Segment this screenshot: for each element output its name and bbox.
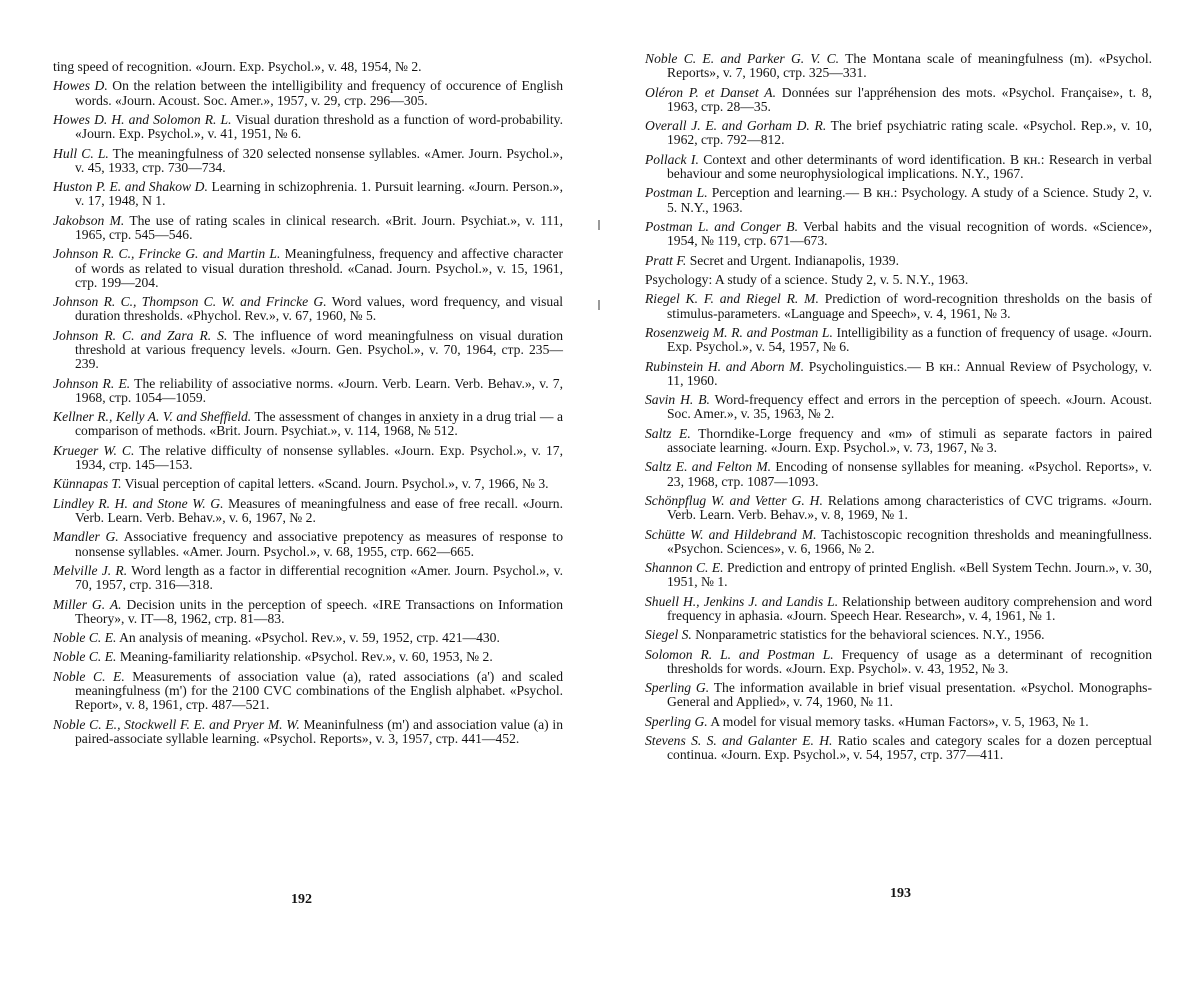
bibliography-entry	[645, 186, 1152, 214]
entry-text: Données sur l'appréhension des mots. «Psychol. Française», t. 8, 1963, стр. 28—35.	[667, 84, 1153, 114]
entry-author: Pollack I.	[645, 151, 699, 167]
entry-text: Meaning-familiarity relationship. «Psychol. Rev.», v. 60, 1953, № 2.	[119, 649, 493, 665]
bibliography-entry	[53, 598, 563, 626]
entry-text: Frequency of usage as a determinant of recognition thresholds for words. «Journ. Exp. Psychol». v. 43, 1952, № 3.	[667, 646, 1152, 676]
entry-text: On the relation between the intelligibility and frequency of occurence of English words. «Journ. Acoust. Soc. Amer.», 1957, v. 29, стр. 296—305.	[75, 78, 563, 108]
bibliography-entry	[53, 295, 563, 323]
entry-text: Word values, word frequency, and visual duration thresholds. «Phychol. Rev.», v. 67, 1960, № 5.	[75, 294, 564, 324]
bibliography-entry	[53, 650, 563, 664]
bibliography-entry	[53, 79, 563, 107]
entry-author: Solomon R. L. and Postman L.	[645, 646, 834, 662]
bibliography-entry	[53, 113, 563, 141]
bibliography-entry	[645, 681, 1152, 709]
bibliography-entry	[645, 220, 1152, 248]
bibliography-entry	[53, 477, 563, 491]
bibliography-entry	[53, 497, 563, 525]
gutter-mark	[598, 220, 600, 230]
entry-text: Context and other determinants of word identification. В кн.: Research in verbal behaviour and some neurophysiological implications. N.Y., 1967.	[667, 151, 1153, 181]
entry-text: Meaningfulness, frequency and affective character of words as related to visual duration threshold. «Canad. Journ. Psychol.», v. 15, 1961, стр. 199—204.	[75, 246, 564, 290]
entry-author: Johnson R. C., Frincke G. and Martin L.	[53, 246, 281, 262]
entry-author: Lindley R. H. and Stone W. G.	[53, 495, 224, 511]
entry-text: The reliability of associative norms. «Journ. Verb. Learn. Verb. Behav.», v. 7, 1968, стр. 1054—1059.	[75, 375, 564, 405]
bibliography-entry	[645, 52, 1152, 80]
entry-author: Rosenzweig M. R. and Postman L.	[645, 324, 833, 340]
entry-text: Secret and Urgent. Indianapolis, 1939.	[689, 252, 899, 268]
bibliography-list	[645, 52, 1152, 768]
bibliography-entry	[645, 86, 1152, 114]
page-number: 192	[291, 892, 312, 907]
bibliography-entry	[645, 427, 1152, 455]
entry-text: The meaningfulness of 320 selected nonsense syllables. «Amer. Journ. Psychol.», v. 45, 1933, стр. 730—734.	[75, 145, 564, 175]
entry-author: Oléron P. et Danset A.	[645, 84, 776, 100]
bibliography-entry	[645, 460, 1152, 488]
entry-author: Noble C. E.	[53, 630, 117, 646]
bibliography-entry	[645, 628, 1152, 642]
bibliography-entry	[53, 180, 563, 208]
bibliography-entry	[645, 119, 1152, 147]
entry-text: Visual perception of capital letters. «Scand. Journ. Psychol.», v. 7, 1966, № 3.	[124, 476, 549, 492]
entry-author: Postman L.	[645, 185, 708, 201]
entry-author: Noble C. E. and Parker G. V. C.	[645, 51, 840, 66]
entry-text: The relative difficulty of nonsense syllables. «Journ. Exp. Psychol.», v. 17, 1934, стр. 145—153.	[75, 442, 564, 472]
entry-author: Howes D. H. and Solomon R. L.	[53, 111, 232, 127]
entry-text: Prediction and entropy of printed English. «Bell System Techn. Journ.», v. 30, 1951, № 1.	[667, 560, 1152, 590]
entry-author: Sperling G.	[645, 713, 708, 729]
bibliography-entry	[645, 326, 1152, 354]
entry-text: Thorndike-Lorge frequency and «m» of stimuli as separate factors in paired associate learning. «Journ. Exp. Psychol.», v. 73, 1967, № 3.	[667, 425, 1152, 455]
entry-text: Relations among characteristics of CVC trigrams. «Journ. Verb. Learn. Verb. Behav.», v. 8, 1969, № 1.	[667, 492, 1152, 523]
entry-author: Huston P. E. and Shakow D.	[53, 179, 208, 195]
entry-text: Measurements of association value (a), rated associations (a') and scaled meaningfulness (m') for the 2100 CVC combinations of the English alphabet. «Psychol. Report», v. 8, 1961, стр. 487—521.	[75, 668, 564, 713]
bibliography-entry	[53, 631, 563, 645]
bibliography-entry	[645, 595, 1152, 623]
entry-author: Stevens S. S. and Galanter E. H.	[645, 733, 833, 749]
entry-author: Noble C. E.	[53, 668, 125, 684]
entry-author: Krueger W. C.	[53, 442, 135, 458]
entry-author: Mandler G.	[53, 529, 119, 545]
entry-author: Riegel K. F. and Riegel R. M.	[645, 291, 819, 307]
entry-text: Learning in schizophrenia. 1. Pursuit learning. «Journ. Person.», v. 17, 1948, N 1.	[75, 179, 563, 209]
entry-text: The influence of word meaningfulness on visual duration threshold at various frequency levels. «Journ. Gen. Psychol.», v. 70, 1964, стр. 235—239.	[75, 327, 563, 372]
bibliography-entry	[645, 254, 1152, 268]
bibliography-entry	[53, 410, 563, 438]
bibliography-entry	[645, 715, 1152, 729]
bibliography-entry	[53, 530, 563, 558]
bibliography-entry	[53, 377, 563, 405]
bibliography-entry	[53, 718, 563, 746]
entry-author: Overall J. E. and Gorham D. R.	[645, 118, 827, 134]
entry-text: Intelligibility as a function of frequency of usage. «Journ. Exp. Psychol.», v. 54, 1957, № 6.	[667, 324, 1153, 355]
bibliography-entry	[53, 564, 563, 592]
entry-author: Postman L. and Conger B.	[645, 218, 798, 234]
entry-author: Saltz E.	[645, 425, 691, 441]
entry-author: Savin H. B.	[645, 392, 710, 408]
entry-author: Melville J. R.	[53, 562, 128, 578]
entry-author: Shuell H., Jenkins J. and Landis L.	[645, 593, 839, 609]
bibliography-entry	[53, 60, 563, 74]
entry-author: Miller G. A.	[53, 596, 122, 612]
entry-author: Kellner R., Kelly A. V. and Sheffield.	[53, 409, 252, 425]
entry-author: Johnson R. C. and Zara R. S.	[53, 327, 228, 343]
bibliography-entry	[53, 670, 563, 713]
entry-text: Ratio scales and category scales for a dozen perceptual continua. «Journ. Exp. Psychol.», v. 54, 1957, стр. 377—411.	[667, 733, 1153, 763]
bibliography-entry	[53, 329, 563, 372]
entry-author: Johnson R. C., Thompson C. W. and Frincke G.	[53, 294, 327, 310]
entry-text: A model for visual memory tasks. «Human Factors», v. 5, 1963, № 1.	[710, 713, 1089, 729]
entry-author: Pratt F.	[645, 252, 687, 268]
bibliography-entry	[645, 273, 1152, 287]
entry-text: Tachistoscopic recognition thresholds and meaningfullness. «Psychon. Sciences», v. 6, 1966, № 2.	[667, 526, 1153, 556]
entry-text: Verbal habits and the visual recognition of words. «Science», 1954, № 119, стр. 671—673.	[667, 218, 1152, 249]
entry-author: Shannon C. E.	[645, 560, 724, 576]
entry-text: Associative frequency and associative prepotency as measures of response to nonsense syllables. «Amer. Journ. Psychol.», v. 68, 1955, стр. 662—665.	[75, 529, 564, 559]
right-page	[600, 0, 1200, 982]
bibliography-entry	[645, 292, 1152, 320]
bibliography-entry	[645, 734, 1152, 762]
entry-author: Rubinstein H. and Aborn M.	[645, 358, 804, 374]
entry-author: Johnson R. E.	[53, 375, 131, 391]
entry-text: The assessment of changes in anxiety in a drug trial — a comparison of methods. «Brit. Journ. Psychiat.», v. 114, 1968, № 512.	[75, 409, 563, 439]
entry-text: Perception and learning.— В кн.: Psychology. A study of a Science. Study 2, v. 5. N.Y., 1963.	[667, 185, 1152, 215]
entry-text: Meaninfulness (m') and association value (a) in paired-associate syllable learning. «Psychol. Reports», v. 3, 1957, стр. 441—452.	[75, 716, 563, 746]
bibliography-list	[53, 60, 563, 751]
entry-author: Howes D.	[53, 78, 108, 94]
entry-text: Visual duration threshold as a function of word-probability. «Journ. Exp. Psychol.», v. 41, 1951, № 6.	[75, 111, 563, 142]
entry-author: Noble C. E.	[53, 649, 117, 665]
entry-text: The brief psychiatric rating scale. «Psychol. Rep.», v. 10, 1962, стр. 792—812.	[667, 118, 1152, 148]
entry-author: Jakobson M.	[53, 212, 125, 228]
entry-author: Künnapas T.	[53, 476, 122, 492]
entry-author: Saltz E. and Felton M.	[645, 459, 772, 475]
entry-author: Siegel S.	[645, 627, 692, 643]
entry-text: Relationship between auditory comprehension and word frequency in aphasia. «Journ. Speech Hear. Research», v. 4, 1961, № 1.	[667, 593, 1152, 623]
entry-text: The use of rating scales in clinical research. «Brit. Journ. Psychiat.», v. 111, 1965, стр. 545—546.	[75, 212, 563, 242]
entry-text: The information available in brief visual presentation. «Psychol. Monographs-General and Applied», v. 74, 1960, № 11.	[667, 680, 1152, 710]
entry-text: Measures of meaningfulness and ease of free recall. «Journ. Verb. Learn. Verb. Behav.», v. 6, 1967, № 2.	[75, 495, 563, 525]
entry-text: Psychology: A study of a science. Study 2, v. 5. N.Y., 1963.	[645, 271, 969, 287]
bibliography-entry	[53, 444, 563, 472]
entry-text: Word-frequency effect and errors in the perception of speech. «Journ. Acoust. Soc. Amer.», v. 35, 1963, № 2.	[667, 392, 1153, 422]
page-number: 193	[890, 886, 911, 901]
entry-author: Sperling G.	[645, 680, 710, 696]
entry-author: Hull C. L.	[53, 145, 109, 161]
entry-text: Nonparametric statistics for the behavioral sciences. N.Y., 1956.	[695, 627, 1045, 643]
entry-author: Noble C. E., Stockwell F. E. and Pryer M. W.	[53, 716, 300, 732]
bibliography-entry	[645, 528, 1152, 556]
bibliography-entry	[645, 648, 1152, 676]
gutter-mark	[598, 300, 600, 310]
bibliography-entry	[53, 214, 563, 242]
entry-text: ting speed of recognition. «Journ. Exp. Psychol.», v. 48, 1954, № 2.	[53, 59, 422, 74]
bibliography-entry	[645, 360, 1152, 388]
entry-text: Psycholinguistics.— В кн.: Annual Review of Psychology, v. 11, 1960.	[667, 358, 1152, 388]
bibliography-entry	[645, 494, 1152, 522]
entry-text: An analysis of meaning. «Psychol. Rev.», v. 59, 1952, стр. 421—430.	[119, 630, 500, 646]
entry-text: Encoding of nonsense syllables for meaning. «Psychol. Reports», v. 23, 1968, стр. 1087—1093.	[667, 459, 1152, 489]
entry-text: The Montana scale of meaningfulness (m). «Psychol. Reports», v. 7, 1960, стр. 325—331.	[667, 51, 1153, 81]
bibliography-entry	[645, 153, 1152, 181]
bibliography-entry	[53, 247, 563, 290]
entry-author: Schönpflug W. and Vetter G. H.	[645, 492, 823, 508]
bibliography-entry	[645, 561, 1152, 589]
entry-text: Prediction of word-recognition thresholds on the basis of stimulus-parameters. «Language and Speech», v. 4, 1961, № 3.	[667, 291, 1152, 321]
bibliography-entry	[645, 393, 1152, 421]
entry-text: Word length as a factor in differential recognition «Amer. Journ. Psychol.», v. 70, 1957, стр. 316—318.	[75, 562, 563, 593]
entry-author: Schütte W. and Hildebrand M.	[645, 526, 817, 542]
bibliography-entry	[53, 147, 563, 175]
entry-text: Decision units in the perception of speech. «IRE Transactions on Information Theory», v. IT—8, 1962, стр. 81—83.	[75, 596, 563, 626]
